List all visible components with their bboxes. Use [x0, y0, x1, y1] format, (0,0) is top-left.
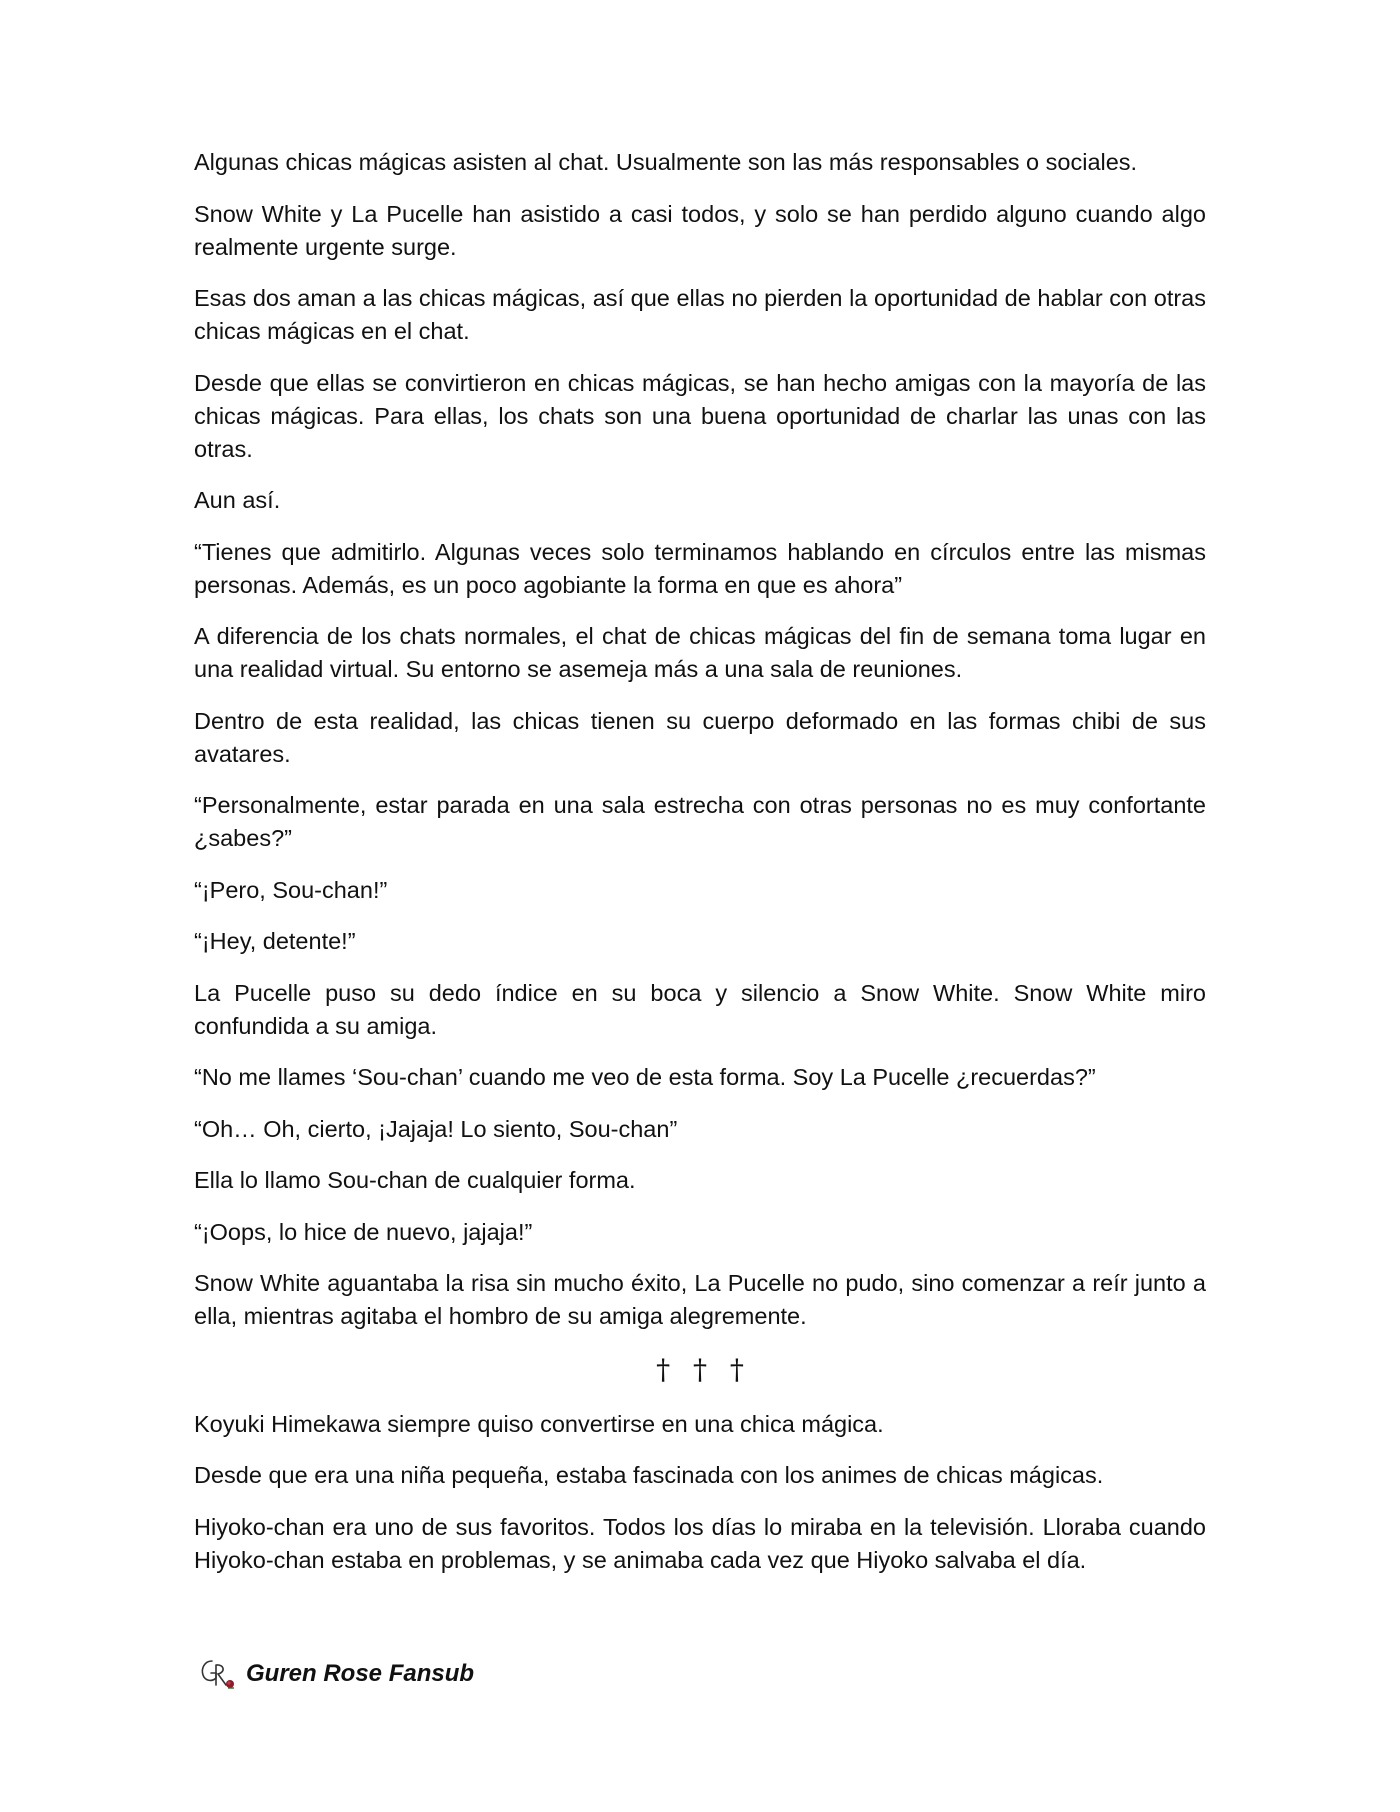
- paragraphs-top: [194, 146, 1206, 1333]
- paragraph: “¡Hey, detente!”: [194, 928, 356, 954]
- paragraph: La Pucelle puso su dedo índice en su boca y silencio a Snow White. Snow White miro confundida a su amiga.: [194, 979, 1206, 1039]
- paragraph: “Personalmente, estar parada en una sala estrecha con otras personas no es muy confortante ¿sabes?”: [194, 792, 1206, 851]
- paragraphs-bottom: [194, 1408, 1206, 1577]
- paragraph: A diferencia de los chats normales, el chat de chicas mágicas del fin de semana toma lugar en una realidad virtual. Su entorno se asemeja más a una sala de reuniones.: [194, 623, 1206, 682]
- paragraph: Esas dos aman a las chicas mágicas, así que ellas no pierden la oportunidad de hablar con otras chicas mágicas en el chat.: [194, 285, 1206, 344]
- fansub-name: Guren Rose Fansub: [246, 1660, 475, 1687]
- gr-rose-monogram-icon: [198, 1655, 238, 1693]
- paragraph: Hiyoko-chan era uno de sus favoritos. Todos los días lo miraba en la televisión. Lloraba cuando Hiyoko-chan estaba en problemas, y se animaba cada vez que Hiyoko salvaba el día.: [194, 1513, 1206, 1573]
- paragraph: Snow White y La Pucelle han asistido a casi todos, y solo se han perdido alguno cuando algo realmente urgente surge.: [194, 200, 1206, 260]
- paragraph: Algunas chicas mágicas asisten al chat. Usualmente son las más responsables o sociales.: [194, 149, 1138, 175]
- paragraph: Desde que ellas se convirtieron en chicas mágicas, se han hecho amigas con la mayoría de las chicas mágicas. Para ellas, los chats son una buena oportunidad de charlar las unas con las otras.: [194, 369, 1206, 462]
- section-divider: † † †: [656, 1352, 744, 1386]
- footer: [198, 1655, 474, 1693]
- paragraph: “Oh… Oh, cierto, ¡Jajaja! Lo siento, Sou-chan”: [194, 1115, 678, 1142]
- paragraph: Koyuki Himekawa siempre quiso convertirse en una chica mágica.: [194, 1410, 884, 1437]
- paragraph: “No me llames ‘Sou-chan’ cuando me veo de esta forma. Soy La Pucelle ¿recuerdas?”: [194, 1064, 1096, 1090]
- document-body: [194, 146, 1206, 1595]
- paragraph: Aun así.: [194, 487, 281, 513]
- paragraph: Desde que era una niña pequeña, estaba fascinada con los animes de chicas mágicas.: [194, 1462, 1104, 1488]
- paragraph: “¡Oops, lo hice de nuevo, jajaja!”: [194, 1218, 533, 1245]
- paragraph: “Tienes que admitirlo. Algunas veces solo terminamos hablando en círculos entre las mismas personas. Además, es un poco agobiante la forma en que es ahora”: [194, 538, 1206, 598]
- paragraph: Ella lo llamo Sou-chan de cualquier forma.: [194, 1167, 636, 1193]
- paragraph: “¡Pero, Sou-chan!”: [194, 876, 388, 903]
- paragraph: Snow White aguantaba la risa sin mucho éxito, La Pucelle no pudo, sino comenzar a reír junto a ella, mientras agitaba el hombro de su amiga alegremente.: [194, 1270, 1206, 1329]
- paragraph: Dentro de esta realidad, las chicas tienen su cuerpo deformado en las formas chibi de sus avatares.: [194, 707, 1206, 767]
